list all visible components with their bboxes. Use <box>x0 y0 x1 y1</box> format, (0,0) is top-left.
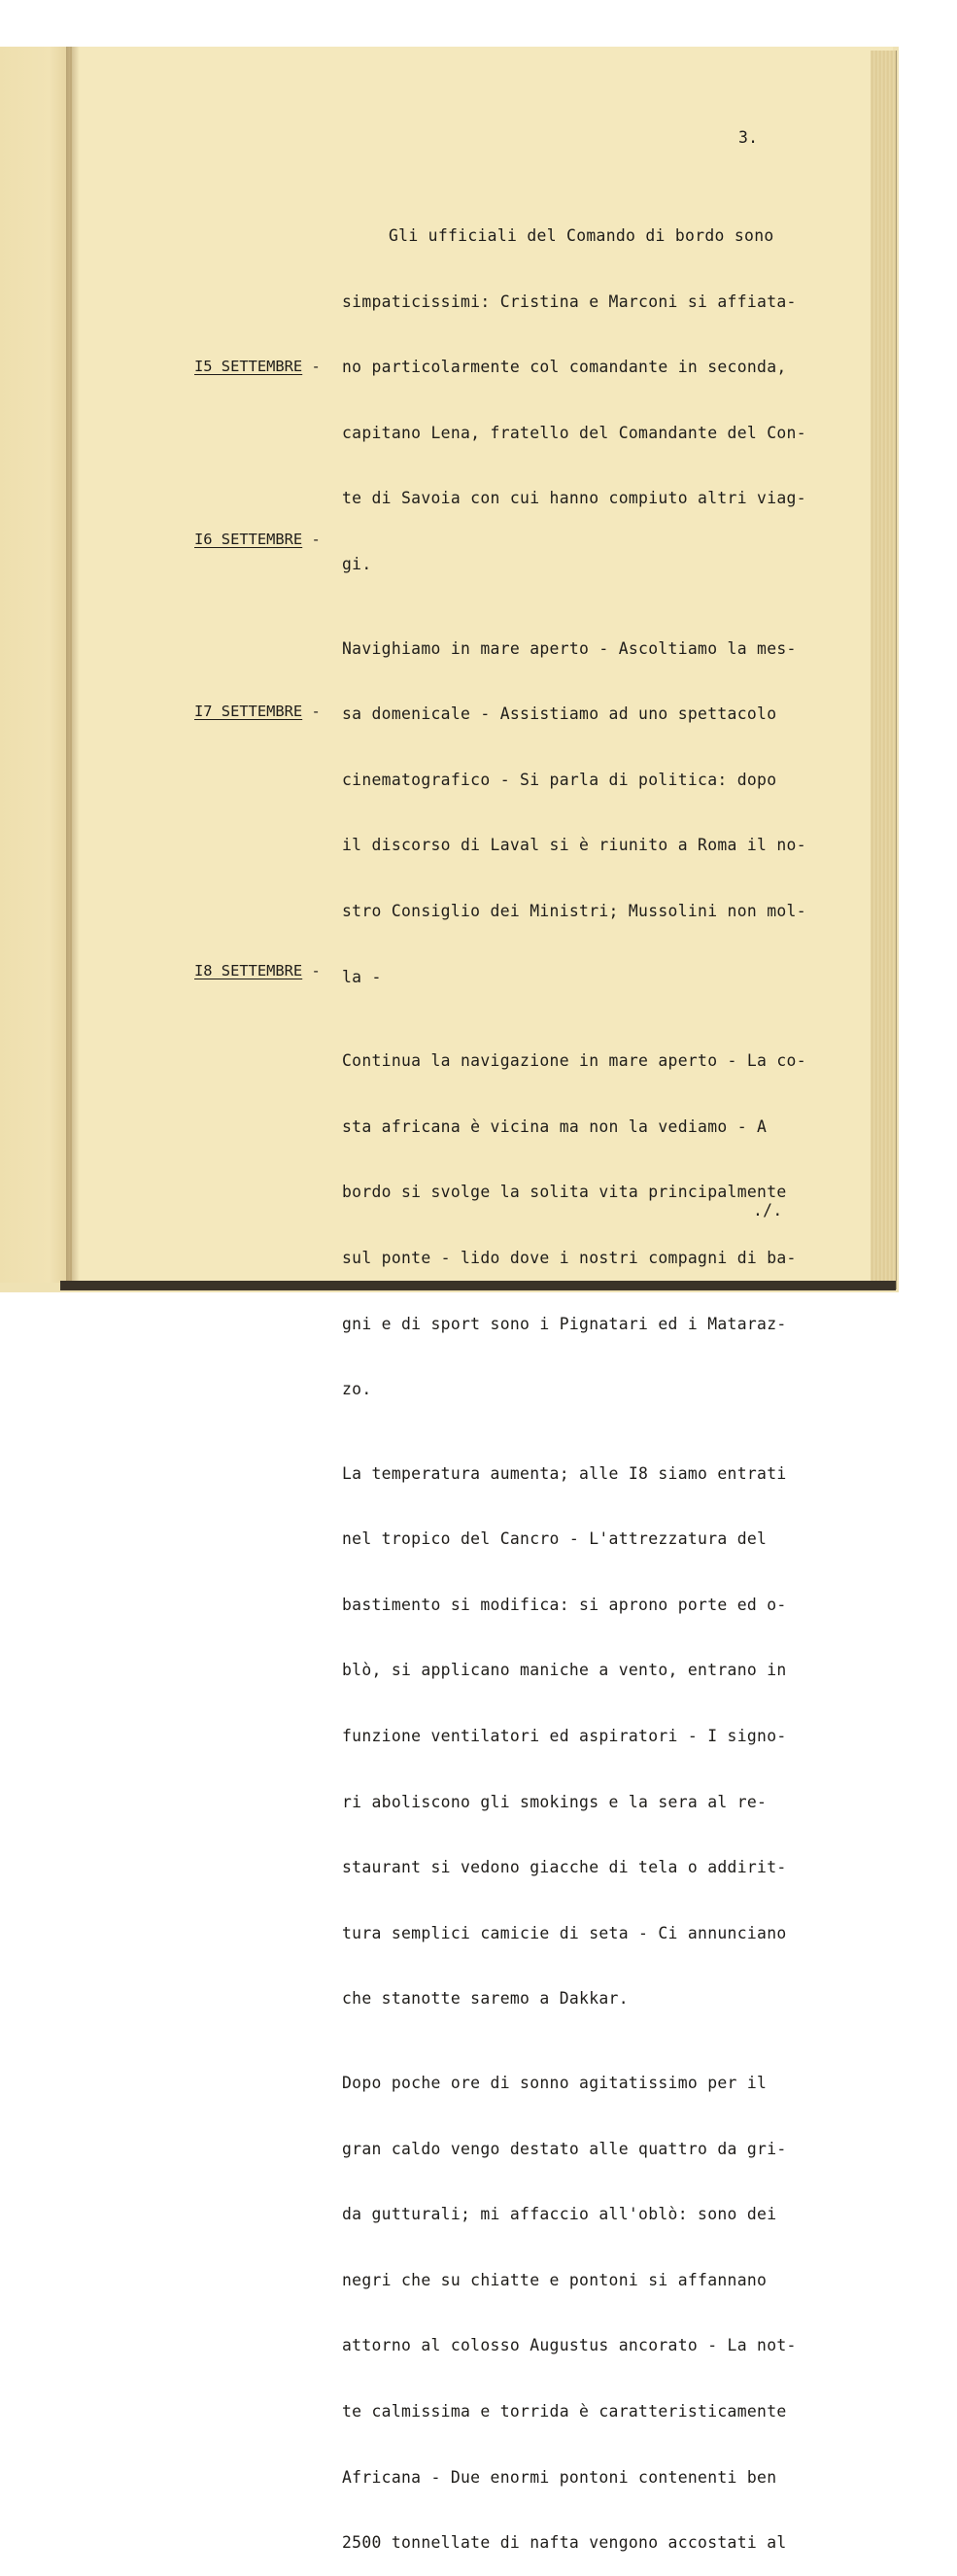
typed-text-block <box>342 185 806 2576</box>
date-label <box>194 962 321 979</box>
entry-line: sul ponte - lido dove i nostri compagni di ba- <box>342 1248 797 1267</box>
date-text: I6 SETTEMBRE <box>194 531 303 548</box>
date-label <box>194 531 321 548</box>
entry-line: attorno al colosso Augustus ancorato - La not- <box>342 2336 797 2355</box>
date-label <box>194 703 321 720</box>
entry-line: gran caldo vengo destato alle quattro da gri- <box>342 2139 787 2158</box>
entry-line: la - <box>342 967 382 986</box>
intro-line: capitano Lena, fratello del Comandante del Con- <box>342 423 806 442</box>
date-text: I8 SETTEMBRE <box>194 962 303 979</box>
date-label <box>194 358 321 375</box>
date-text: I5 SETTEMBRE <box>194 358 303 375</box>
date-dash: - <box>302 531 321 548</box>
intro-line: gi. <box>342 554 372 573</box>
entry-line: tura semplici camicie di seta - Ci annunciano <box>342 1923 787 1942</box>
left-page <box>0 47 72 1283</box>
entry-line: sa domenicale - Assistiamo ad uno spettacolo <box>342 704 777 724</box>
date-dash: - <box>302 703 321 720</box>
continuation-mark: ./. <box>753 1201 783 1219</box>
entry-line: stro Consiglio dei Ministri; Mussolini non mol- <box>342 901 806 920</box>
intro-line: Gli ufficiali del Comando di bordo sono <box>389 226 774 245</box>
entry-line: bordo si svolge la solita vita principalmente <box>342 1183 787 1202</box>
date-text: I7 SETTEMBRE <box>194 703 303 720</box>
entry-line: Navighiamo in mare aperto - Ascoltiamo la mes- <box>342 638 797 658</box>
entry-line: cinematografico - Si parla di politica: dopo <box>342 770 777 789</box>
entry-line: gni e di sport sono i Pignatari ed i Mataraz- <box>342 1314 787 1333</box>
entry-line: 2500 tonnellate di nafta vengono accostati al <box>342 2533 787 2553</box>
entry-line: staurant si vedono giacche di tela o addirit- <box>342 1858 787 1877</box>
entry-line: blò, si applicano maniche a vento, entrano in <box>342 1661 787 1680</box>
entry-line: bastimento si modifica: si aprono porte ed o- <box>342 1595 787 1614</box>
entry-line: La temperatura aumenta; alle I8 siamo entrati <box>342 1463 787 1483</box>
page-number: 3. <box>738 128 759 147</box>
entry-line: Africana - Due enormi pontoni contenenti ben <box>342 2467 777 2487</box>
intro-line: simpaticissimi: Cristina e Marconi si affiata- <box>342 292 797 311</box>
entry-line: negri che su chiatte e pontoni si affannano <box>342 2270 768 2289</box>
entry-line: funzione ventilatori ed aspiratori - I signo- <box>342 1727 787 1746</box>
intro-line: no particolarmente col comandante in seconda, <box>342 358 787 377</box>
date-dash: - <box>302 962 321 979</box>
entry-line: Continua la navigazione in mare aperto - La co- <box>342 1051 806 1071</box>
entry-line: te calmissima e torrida è caratteristicamente <box>342 2402 787 2421</box>
page-edges <box>871 51 897 1289</box>
entry-line: zo. <box>342 1380 372 1399</box>
entry-line: Dopo poche ore di sonno agitatissimo per il <box>342 2074 768 2093</box>
date-dash: - <box>302 358 321 375</box>
entry-line: sta africana è vicina ma non la vediamo - A <box>342 1116 768 1136</box>
entry-line: ri aboliscono gli smokings e la sera al re- <box>342 1792 768 1811</box>
book-gutter <box>66 47 80 1283</box>
entry-line: che stanotte saremo a Dakkar. <box>342 1989 629 2009</box>
entry-line: il discorso di Laval si è riunito a Roma il no- <box>342 836 806 855</box>
entry-line: da gutturali; mi affaccio all'oblò: sono dei <box>342 2205 777 2224</box>
intro-line: te di Savoia con cui hanno compiuto altri viag- <box>342 489 806 508</box>
entry-line: nel tropico del Cancro - L'attrezzatura del <box>342 1529 768 1549</box>
